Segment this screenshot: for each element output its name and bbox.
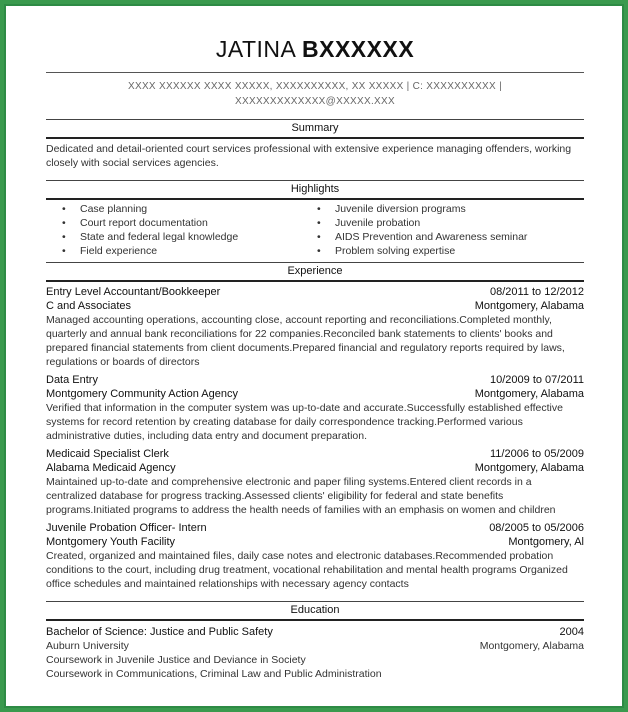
degree-row [46, 625, 584, 639]
education-heading: Education [46, 601, 584, 621]
job-company: Montgomery Community Action Agency [46, 388, 238, 400]
job-entry [46, 447, 584, 517]
job-company-row [46, 535, 584, 549]
job-title-row [46, 447, 584, 461]
last-name: BXXXXXX [302, 36, 415, 62]
job-dates: 08/2011 to 12/2012 [490, 286, 584, 298]
school-row [46, 639, 584, 653]
highlights-left-column [46, 202, 315, 258]
job-title-row [46, 521, 584, 535]
job-location: Montgomery, Alabama [474, 462, 584, 474]
job-dates: 10/2009 to 07/2011 [490, 374, 584, 386]
highlight-item: • Court report documentation [46, 216, 315, 230]
job-description: Created, organized and maintained files, daily case notes and electronic databases.Recommended probation conditions to the court, including drug treatment, vocational rehabilitation and mental health programs Organized office schedules and maintained relationships with necessary agency contacts [46, 550, 568, 590]
contact-line-email: XXXXXXXXXXXXX@XXXXX.XXX [235, 96, 395, 107]
highlight-item: • Juvenile diversion programs [315, 202, 584, 216]
job-location: Montgomery, Alabama [474, 300, 584, 312]
contact-line-address: XXXX XXXXXX XXXX XXXXX, XXXXXXXXXX, XX XXXXX | C: XXXXXXXXXX | [128, 81, 502, 92]
highlight-item: • Case planning [46, 202, 315, 216]
contact-info [46, 79, 584, 109]
highlight-item: • Juvenile probation [315, 216, 584, 230]
job-company-row [46, 299, 584, 313]
document-frame [4, 4, 624, 708]
job-dates: 11/2006 to 05/2009 [490, 448, 584, 460]
job-title-row [46, 285, 584, 299]
job-entry [46, 373, 584, 443]
summary-heading: Summary [46, 119, 584, 139]
highlight-item: • Field experience [46, 244, 315, 258]
highlights-right-column [315, 202, 584, 258]
school-location: Montgomery, Alabama [479, 640, 584, 652]
job-location: Montgomery, Alabama [474, 388, 584, 400]
job-company: Alabama Medicaid Agency [46, 462, 176, 474]
experience-heading: Experience [46, 262, 584, 282]
coursework-item: Coursework in Communications, Criminal Law and Public Administration [46, 668, 382, 680]
highlight-item: • Problem solving expertise [315, 244, 584, 258]
graduation-year: 2004 [559, 626, 584, 638]
header-divider [46, 72, 584, 73]
resume-page [46, 34, 584, 681]
candidate-name [46, 34, 584, 64]
job-title: Data Entry [46, 374, 98, 386]
job-title-row [46, 373, 584, 387]
job-title: Medicaid Specialist Clerk [46, 448, 169, 460]
job-company-row [46, 461, 584, 475]
highlights-list [46, 200, 584, 262]
highlight-item: • AIDS Prevention and Awareness seminar [315, 230, 584, 244]
job-title: Entry Level Accountant/Bookkeeper [46, 286, 221, 298]
coursework-item: Coursework in Juvenile Justice and Deviance in Society [46, 654, 306, 666]
job-description: Managed accounting operations, accounting close, account reporting and reconciliations.Completed monthly, quarterly and annual bank reconciliations for 22 companies.Reconciled bank statements to clients' books and prepared financial statements from client documents.Prepared financial and regulatory reports required by laws, regulations or boards of directors [46, 314, 565, 368]
highlight-item: • State and federal legal knowledge [46, 230, 315, 244]
job-description: Verified that information in the computer system was up-to-date and accurate.Successfully established effective systems for record retention by creating database for daily correspondence tracking.Performed various administrative duties, including data entry and document preparation. [46, 402, 563, 442]
degree: Bachelor of Science: Justice and Public Safety [46, 626, 273, 638]
job-dates: 08/2005 to 05/2006 [489, 522, 584, 534]
job-entry [46, 521, 584, 591]
job-company: Montgomery Youth Facility [46, 536, 176, 548]
first-name: JATINA [215, 36, 296, 62]
job-company: C and Associates [46, 300, 131, 312]
highlights-heading: Highlights [46, 180, 584, 200]
job-description: Maintained up-to-date and comprehensive electronic and paper filing systems.Entered client records in a centralized database for progress tracking.Assessed clients' eligibility for federal and state benefits programs.Initiated programs to address the health needs of families with an emphasis on women and children [46, 476, 556, 516]
job-company-row [46, 387, 584, 401]
summary-text: Dedicated and detail-oriented court services professional with extensive experience managing offenders, working closely with social services agencies. [46, 143, 572, 169]
job-title: Juvenile Probation Officer- Intern [46, 522, 207, 534]
job-location: Montgomery, Al [508, 536, 584, 548]
job-entry [46, 285, 584, 369]
school: Auburn University [46, 640, 129, 652]
